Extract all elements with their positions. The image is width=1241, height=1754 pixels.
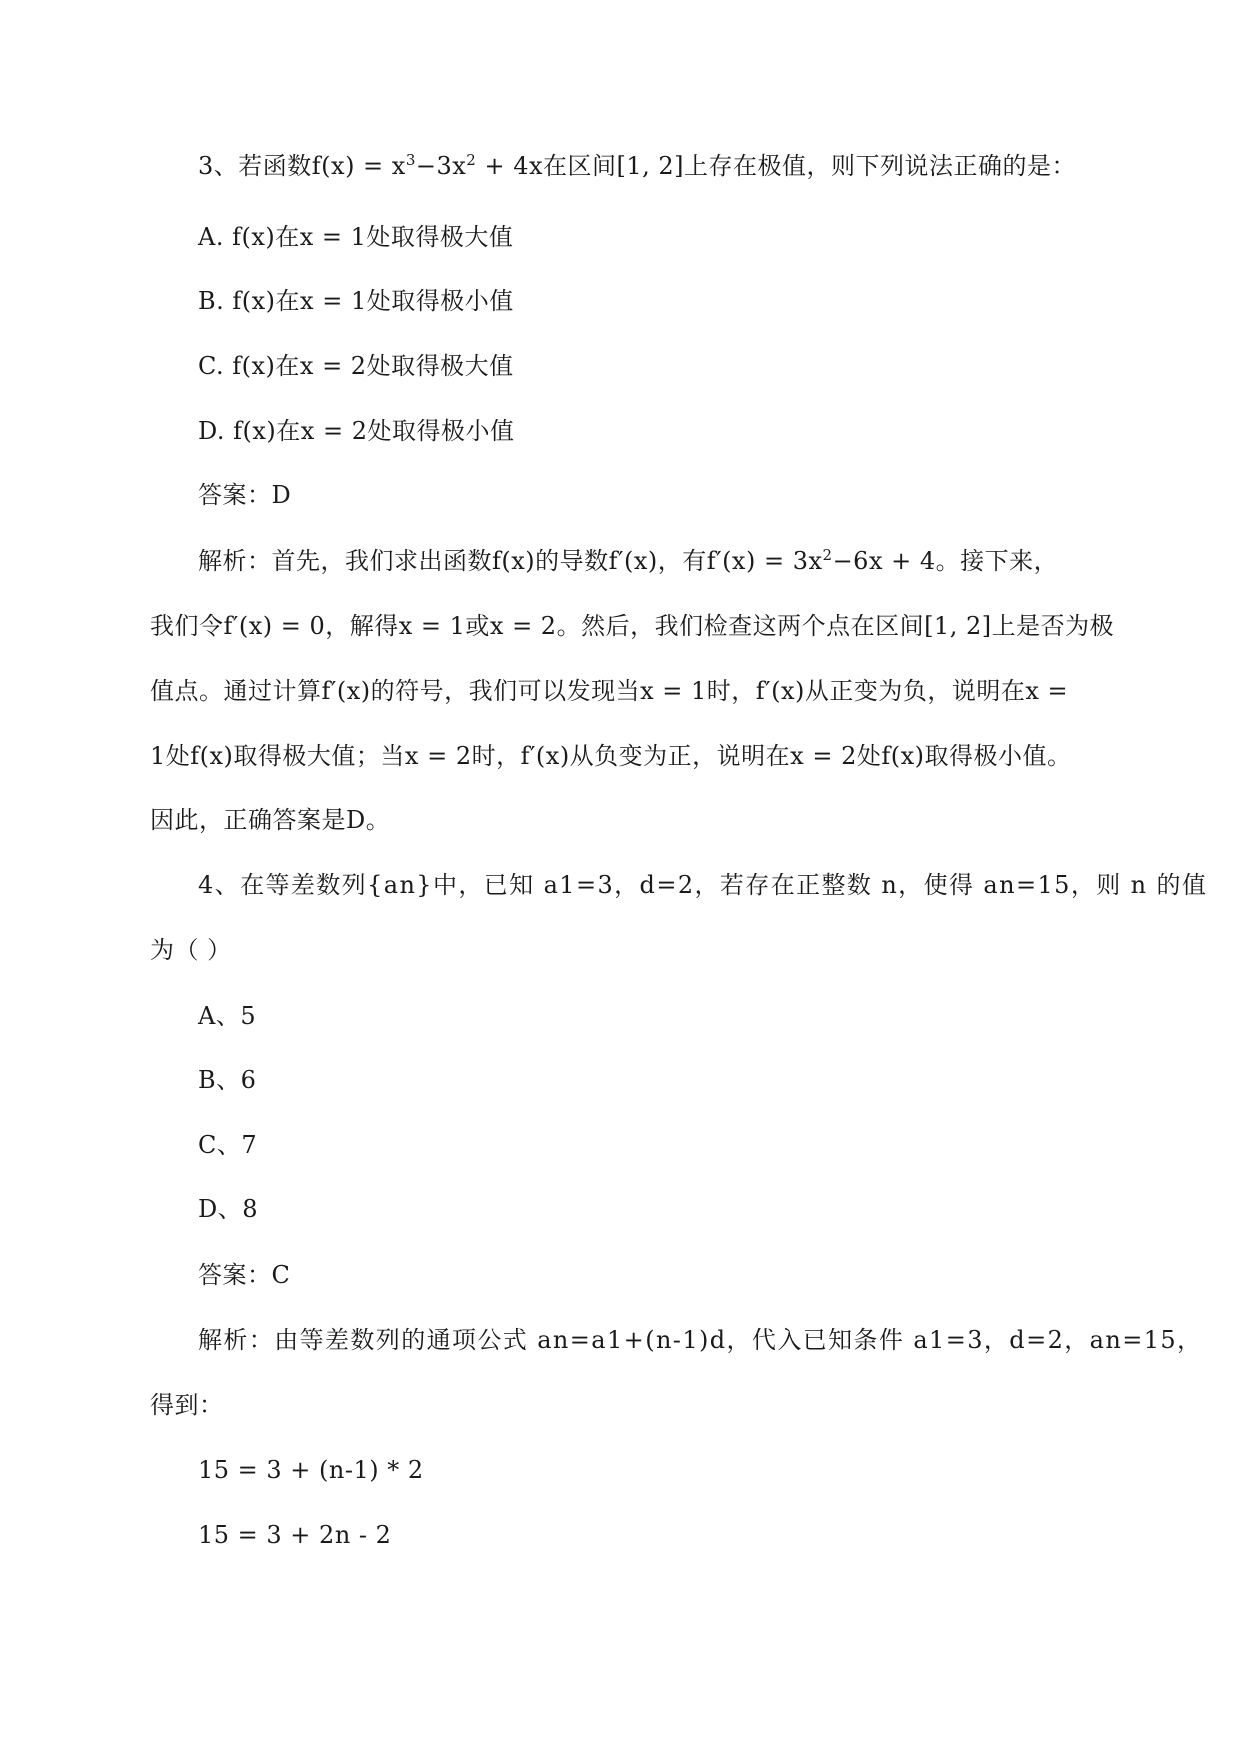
q3-stem-exponent-2: 2 — [466, 151, 477, 169]
q3-stem-math: f(x) = x — [311, 152, 406, 180]
q4-stem-line-1: 4、在等差数列{an}中，已知 a1=3，d=2，若存在正整数 n，使得 an=15，则 n 的值 — [198, 871, 1208, 899]
q4-analysis-line-1: 解析：由等差数列的通项公式 an=a1+(n-1)d，代入已知条件 a1=3，d=2，an=15， — [198, 1326, 1203, 1354]
q4-step-2: 15 = 3 + 2n - 2 — [198, 1521, 392, 1549]
q3-stem-math-3: + 4x — [476, 152, 544, 180]
q4-option-a: A、5 — [198, 1002, 257, 1030]
q3-analysis-line-3: 值点。通过计算f′(x)的符号，我们可以发现当x = 1时，f′(x)从正变为负，说明在x = — [150, 677, 1069, 705]
q3-stem-exponent-1: 3 — [405, 151, 416, 169]
q3-option-d: D. f(x)在x = 2处取得极小值 — [198, 417, 515, 445]
q3-stem-text-a: 3、若函数 — [198, 152, 312, 180]
q3-analysis-line-2: 我们令f′(x) = 0，解得x = 1或x = 2。然后，我们检查这两个点在区间[1, 2]上是否为极 — [150, 612, 1115, 640]
q4-option-d: D、8 — [198, 1195, 259, 1223]
q3-analysis-line-1 — [198, 543, 1058, 579]
q3-analysis-line-5: 因此，正确答案是D。 — [150, 806, 391, 834]
q3-stem-text-c: 上存在极值，则下列说法正确的是： — [684, 152, 1077, 180]
q3-analysis-line-4: 1处f(x)取得极大值；当x = 2时，f′(x)从负变为正，说明在x = 2处f(x)取得极小值。 — [150, 742, 1072, 770]
q3-answer: 答案：D — [198, 481, 292, 509]
q3-analysis-l1-text-b: −6x + 4。接下来， — [832, 547, 1059, 575]
q4-stem-line-2: 为（ ） — [150, 936, 232, 964]
q4-step-1: 15 = 3 + (n-1) * 2 — [198, 1456, 424, 1484]
q3-stem-interval: [1, 2] — [616, 152, 685, 180]
q3-analysis-exponent: 2 — [822, 546, 833, 564]
q3-option-c: C. f(x)在x = 2处取得极大值 — [198, 352, 514, 380]
q4-answer: 答案：C — [198, 1261, 291, 1289]
q3-stem-text-b: 在区间 — [543, 152, 617, 180]
q4-option-b: B、6 — [198, 1066, 257, 1094]
q3-analysis-l1-text-a: 解析：首先，我们求出函数f(x)的导数f′(x)，有f′(x) = 3x — [198, 547, 823, 575]
q4-analysis-line-2: 得到： — [150, 1391, 224, 1419]
q3-option-a: A. f(x)在x = 1处取得极大值 — [198, 223, 514, 251]
q3-stem-math-2: −3x — [415, 152, 467, 180]
q4-option-c: C、7 — [198, 1131, 258, 1159]
q3-stem — [198, 148, 1076, 184]
q3-option-b: B. f(x)在x = 1处取得极小值 — [198, 287, 514, 315]
